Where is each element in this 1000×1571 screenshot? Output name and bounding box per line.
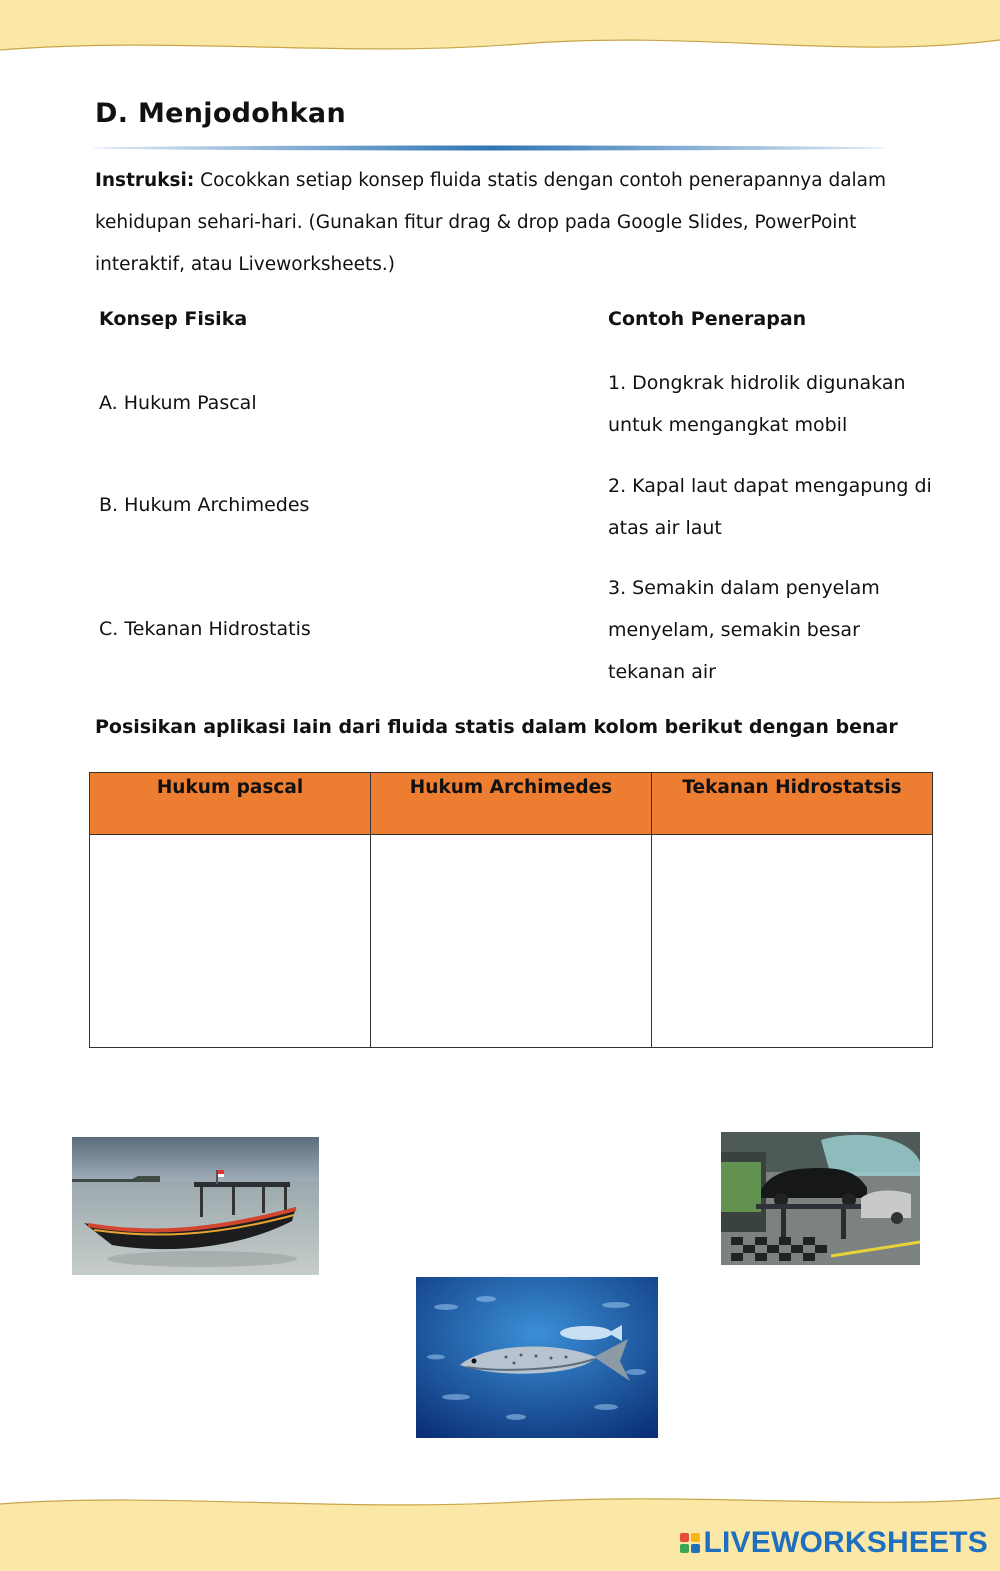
sorting-prompt: Posisikan aplikasi lain dari fluida statis dalam kolom berikut dengan benar: [95, 716, 898, 738]
sort-column-header-pascal: Hukum pascal: [90, 773, 371, 835]
section-title: D. Menjodohkan: [95, 98, 346, 129]
example-column-header: Contoh Penerapan: [608, 308, 807, 330]
drop-zone-archimedes[interactable]: [371, 835, 652, 1048]
concept-item-a[interactable]: A. Hukum Pascal: [99, 392, 257, 414]
example-item-1[interactable]: 1. Dongkrak hidrolik digunakan untuk mengangkat mobil: [608, 372, 906, 436]
example-item-3[interactable]: 3. Semakin dalam penyelam menyelam, semakin besar tekanan air: [608, 577, 880, 683]
boat-photo-icon: [72, 1137, 319, 1275]
hydraulic-car-lift-photo-icon: [721, 1132, 920, 1265]
fish-underwater-photo-icon: [416, 1277, 658, 1438]
car-lift-image[interactable]: [721, 1132, 920, 1265]
drop-zone-hidrostatis[interactable]: [652, 835, 933, 1048]
concept-item-c[interactable]: C. Tekanan Hidrostatis: [99, 618, 311, 640]
sort-column-header-archimedes: Hukum Archimedes: [371, 773, 652, 835]
top-wave-decoration: [0, 0, 1000, 62]
title-underline: [92, 144, 889, 152]
concept-column-header: Konsep Fisika: [99, 308, 248, 330]
instruction-text: Cocokkan setiap konsep fluida statis dengan contoh penerapannya dalam kehidupan sehari-hari. (Gunakan fitur drag & drop pada Google Slides, PowerPoint interaktif, atau Liveworksheets.): [95, 170, 887, 275]
liveworksheets-logo: [680, 1523, 989, 1563]
example-item-2[interactable]: 2. Kapal laut dapat mengapung di atas air laut: [608, 475, 932, 539]
instructions: [95, 160, 895, 286]
sorting-table: [89, 772, 933, 1048]
liveworksheets-logo-icon: [680, 1533, 700, 1553]
brand-name: LIVEWORKSHEETS: [703, 1526, 988, 1559]
sort-column-header-hidrostatis: Tekanan Hidrostatsis: [652, 773, 933, 835]
drop-zone-pascal[interactable]: [90, 835, 371, 1048]
boat-image[interactable]: [72, 1137, 319, 1275]
instruction-label: Instruksi:: [95, 170, 195, 191]
fish-underwater-image[interactable]: [416, 1277, 658, 1438]
concept-item-b[interactable]: B. Hukum Archimedes: [99, 494, 310, 516]
